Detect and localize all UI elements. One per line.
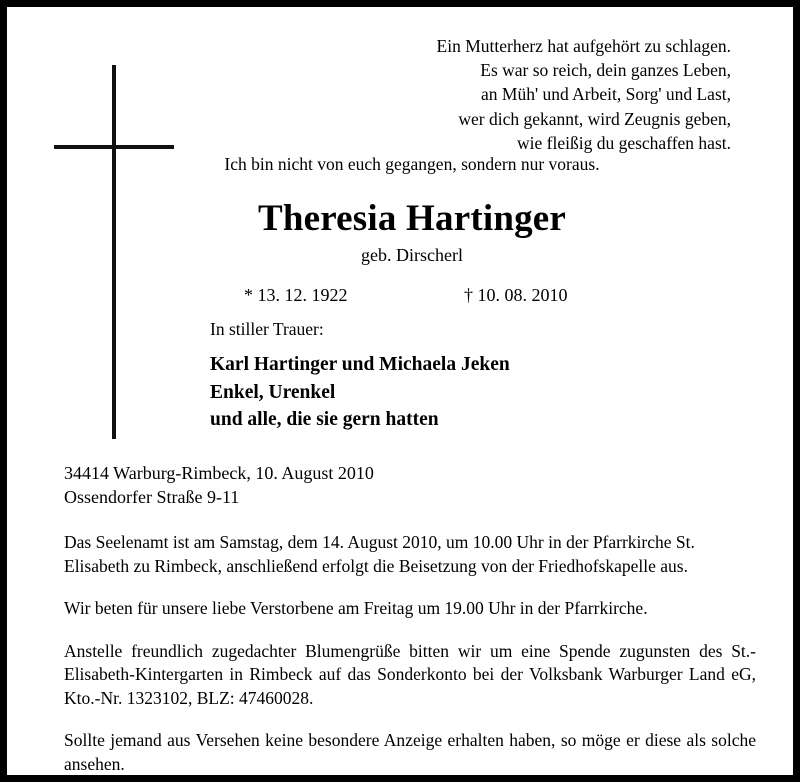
cross-horizontal-bar — [54, 145, 174, 149]
memorial-poem — [307, 34, 731, 155]
birth-date: * 13. 12. 1922 — [244, 285, 348, 305]
prayer-paragraph: Wir beten für unsere liebe Verstorbene am Freitag um 19.00 Uhr in der Pfarrkirche. — [64, 598, 648, 618]
latin-cross-icon — [50, 65, 180, 445]
life-dates — [187, 283, 637, 307]
deceased-maiden-name: geb. Dirscherl — [361, 245, 463, 265]
address-block — [64, 462, 624, 509]
mourner-line-1: Karl Hartinger und Michaela Jeken — [210, 354, 510, 375]
poem-line-5: wie fleißig du geschaffen hast. — [517, 132, 731, 153]
mourner-line-2: Enkel, Urenkel — [210, 381, 336, 403]
death-date: † 10. 08. 2010 — [464, 285, 568, 305]
service-paragraph: Das Seelenamt ist am Samstag, dem 14. August 2010, um 10.00 Uhr in der Pfarrkirche St. Elisabeth zu Rimbeck, anschließend erfolgt die Beisetzung von der Friedhofskapelle aus. — [64, 532, 695, 576]
address-city-date: 34414 Warburg-Rimbeck, 10. August 2010 — [64, 463, 374, 483]
poem-line-2: Es war so reich, dein ganzes Leben, — [480, 60, 731, 81]
mourners-intro: In stiller Trauer: — [210, 319, 324, 339]
epitaph-line: Ich bin nicht von euch gegangen, sondern nur voraus. — [224, 154, 600, 174]
service-details — [64, 531, 756, 776]
cross-vertical-stem — [112, 65, 116, 439]
poem-line-3: an Müh' und Arbeit, Sorg' und Last, — [481, 84, 731, 105]
apology-paragraph: Sollte jemand aus Versehen keine besondere Anzeige erhalten haben, so möge er diese als solche ansehen. — [64, 730, 756, 774]
mourners-block — [210, 317, 630, 434]
notice-inner — [7, 7, 793, 775]
poem-line-4: wer dich gekannt, wird Zeugnis geben, — [458, 108, 731, 129]
donation-paragraph: Anstelle freundlich zugedachter Blumengrüße bitten wir um eine Spende zugunsten des St.-Elisabeth-Kintergarten in Rimbeck auf das Sonderkonto bei der Volksbank Warburger Land eG, Kto.-Nr. 1323102, BLZ: 47460028. — [64, 640, 756, 708]
mourners-list — [210, 351, 630, 434]
deceased-name: Theresia Hartinger — [257, 198, 567, 239]
poem-line-1: Ein Mutterherz hat aufgehört zu schlagen. — [436, 36, 731, 56]
mourner-line-3: und alle, die sie gern hatten — [210, 409, 439, 430]
deceased-block — [187, 152, 637, 307]
address-street: Ossendorfer Straße 9-11 — [64, 486, 240, 507]
